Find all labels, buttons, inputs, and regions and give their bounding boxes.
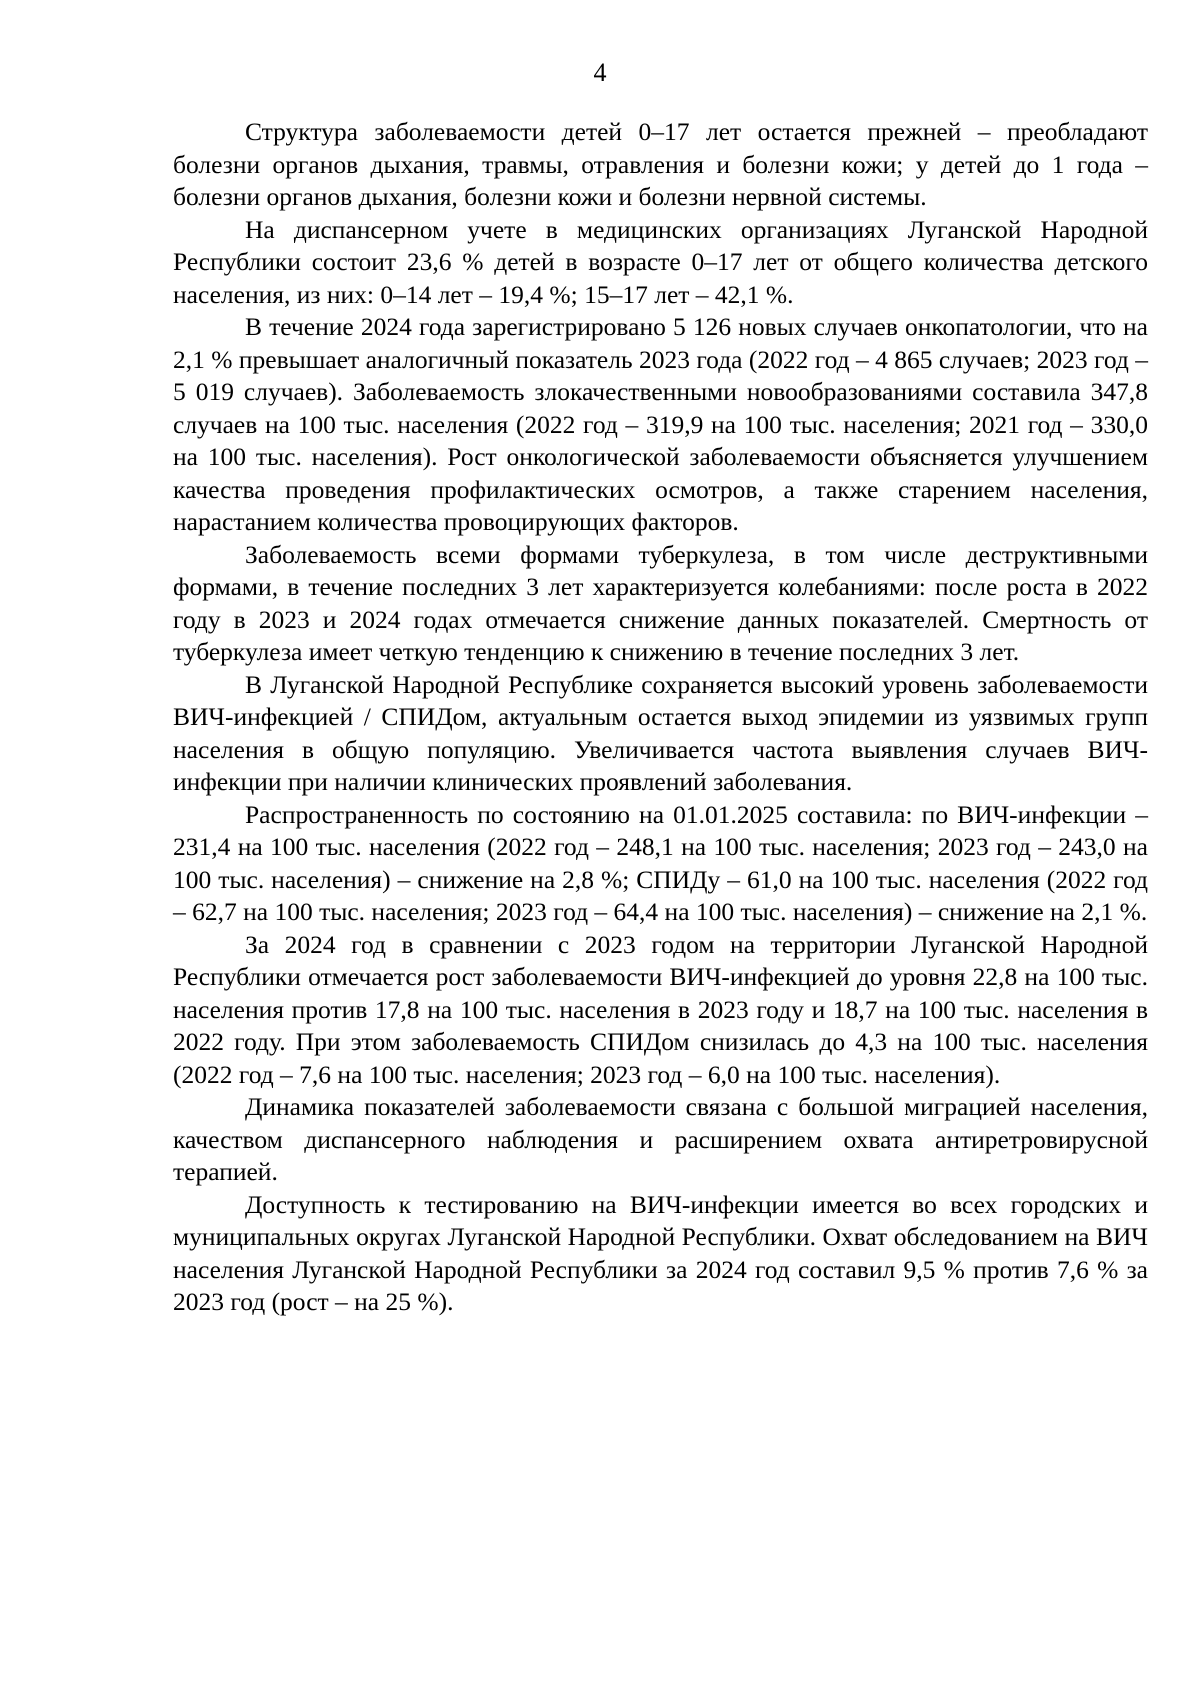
document-body — [173, 116, 1148, 1319]
paragraph-oncology: В течение 2024 года зарегистрировано 5 126 новых случаев онкопатологии, что на 2,1 % превышает аналогичный показатель 2023 года (2022 год – 4 865 случаев; 2023 год – 5 019 случаев). Заболеваемость злокачественными новообразованиями составила 347,8 случаев на 100 тыс. населения (2022 год – 319,9 на 100 тыс. населения; 2021 год – 330,0 на 100 тыс. населения). Рост онкологической заболеваемости объясняется улучшением качества проведения профилактических осмотров, а также старением населения, нарастанием количества провоцирующих факторов. — [173, 312, 1148, 536]
paragraph-hiv-prevalence: Распространенность по состоянию на 01.01.2025 составила: по ВИЧ-инфекции – 231,4 на 100 тыс. населения (2022 год – 248,1 на 100 тыс. населения; 2023 год – 243,0 на 100 тыс. населения) – снижение на 2,8 %; СПИДу – 61,0 на 100 тыс. населения (2022 год – 62,7 на 100 тыс. населения; 2023 год – 64,4 на 100 тыс. населения) – снижение на 2,1 %. — [173, 799, 1148, 926]
paragraph-hiv-incidence-2024: За 2024 год в сравнении с 2023 годом на территории Луганской Народной Республики отмечается рост заболеваемости ВИЧ-инфекцией до уровня 22,8 на 100 тыс. населения против 17,8 на 100 тыс. населения в 2023 году и 18,7 на 100 тыс. населения в 2022 году. При этом заболеваемость СПИДом снизилась до 4,3 на 100 тыс. населения (2022 год – 7,6 на 100 тыс. населения; 2023 год – 6,0 на 100 тыс. населения). — [173, 929, 1148, 1089]
page-number: 4 — [593, 58, 607, 87]
paragraph-hiv-testing-coverage: Доступность к тестированию на ВИЧ-инфекции имеется во всех городских и муниципальных округах Луганской Народной Республики. Охват обследованием на ВИЧ населения Луганской Народной Республики за 2024 год составил 9,5 % против 7,6 % за 2023 год (рост – на 25 %). — [173, 1189, 1148, 1316]
paragraph-dispensary-registration: На диспансерном учете в медицинских организациях Луганской Народной Республики состоит 23,6 % детей в возрасте 0–17 лет от общего количества детского населения, из них: 0–14 лет – 19,4 %; 15–17 лет – 42,1 %. — [173, 214, 1148, 309]
paragraph-dynamics-factors: Динамика показателей заболеваемости связана с большой миграцией населения, качеством диспансерного наблюдения и расширением охвата антиретровирусной терапией. — [173, 1092, 1148, 1186]
paragraph-hiv-aids-level: В Луганской Народной Республике сохраняется высокий уровень заболеваемости ВИЧ-инфекцией / СПИДом, актуальным остается выход эпидемии из уязвимых групп населения в общую популяцию. Увеличивается частота выявления случаев ВИЧ-инфекции при наличии клинических проявлений заболевания. — [173, 669, 1148, 796]
paragraph-child-morbidity-structure: Структура заболеваемости детей 0–17 лет остается прежней – преобладают болезни органов дыхания, травмы, отравления и болезни кожи; у детей до 1 года – болезни органов дыхания, болезни кожи и болезни нервной системы. — [173, 117, 1148, 211]
paragraph-tuberculosis: Заболеваемость всеми формами туберкулеза, в том числе деструктивными формами, в течение последних 3 лет характеризуется колебаниями: после роста в 2022 году в 2023 и 2024 годах отмечается снижение данных показателей. Смертность от туберкулеза имеет четкую тенденцию к снижению в течение последних 3 лет. — [173, 539, 1148, 666]
